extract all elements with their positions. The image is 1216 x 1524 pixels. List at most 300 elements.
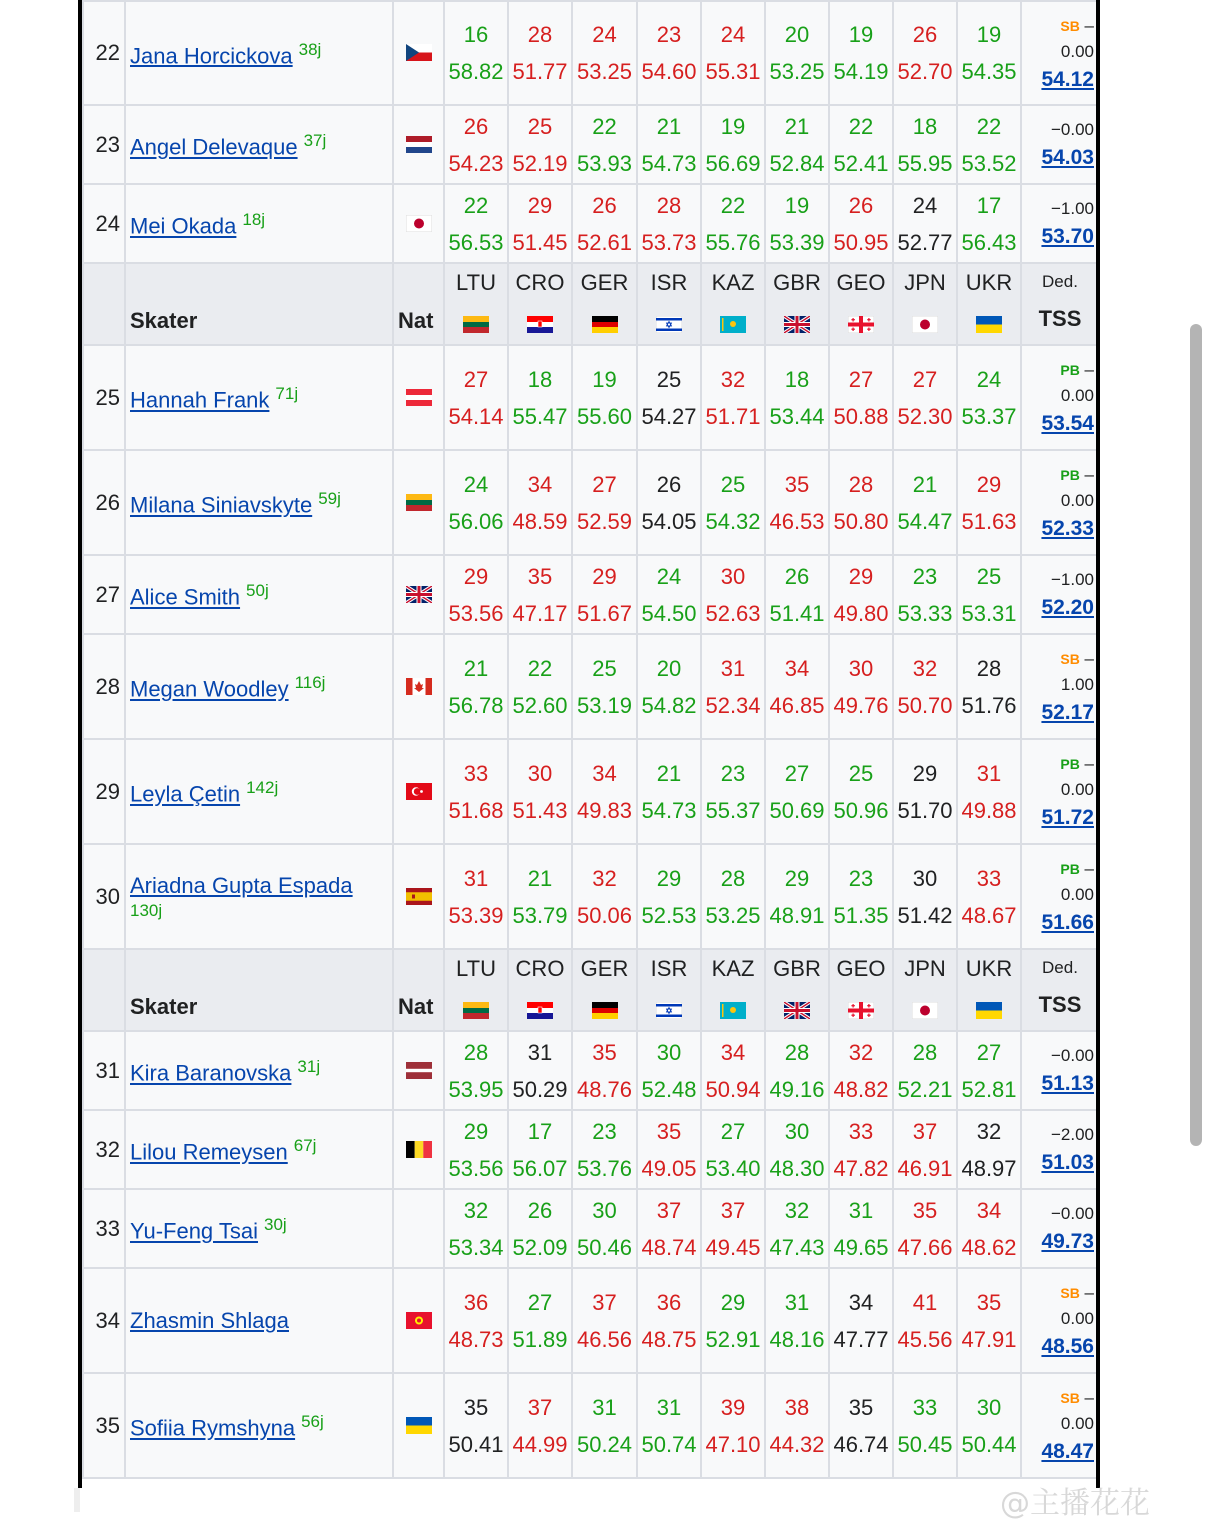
age-label: 59j [318, 489, 341, 509]
record-badge: SB [1060, 651, 1080, 667]
judge-rank: 30 [912, 865, 938, 891]
judge-score: 53.37 [961, 403, 1017, 429]
skater-link[interactable]: Zhasmin Shlaga [130, 1307, 289, 1333]
judge-score: 47.10 [705, 1431, 761, 1457]
judge-score-cell [957, 1268, 1021, 1373]
judge-score-cell [444, 1031, 508, 1110]
header-tss: TSS [1038, 306, 1082, 331]
judge-rank: 28 [720, 865, 746, 891]
flag-ger-icon [592, 996, 618, 1013]
judge-score: 53.40 [705, 1155, 761, 1181]
judge-rank: 19 [592, 366, 617, 392]
header-judge-kaz: KAZ [701, 949, 765, 1031]
nationality-cell [393, 105, 444, 184]
judge-score-cell [765, 1268, 829, 1373]
judge-score: 46.91 [897, 1155, 953, 1181]
table-row [83, 634, 1099, 739]
judge-rank: 19 [720, 113, 746, 139]
judge-score-cell [572, 184, 637, 263]
judge-rank: 34 [592, 760, 617, 786]
judge-score-cell [508, 634, 572, 739]
judge-rank: 37 [912, 1118, 938, 1144]
tss-link[interactable]: 52.17 [1041, 701, 1094, 724]
judge-rank: 26 [463, 113, 489, 139]
judge-score-cell [893, 450, 957, 555]
judge-score-cell [637, 1189, 701, 1268]
judge-score: 54.05 [641, 508, 697, 534]
judge-score-cell [957, 634, 1021, 739]
judge-score-cell [444, 739, 508, 844]
judge-rank: 17 [527, 1118, 553, 1144]
record-badge: SB [1060, 1285, 1080, 1301]
judge-score: 52.84 [769, 150, 825, 176]
judge-score: 48.76 [576, 1076, 633, 1102]
tss-link[interactable]: 49.73 [1041, 1230, 1094, 1253]
judge-score: 49.65 [833, 1234, 889, 1260]
rank-cell: 24 [83, 184, 125, 263]
rank-cell: 29 [83, 739, 125, 844]
header-judge-geo: GEO [829, 263, 893, 345]
judge-rank: 41 [912, 1289, 938, 1315]
judge-score: 52.34 [705, 692, 761, 718]
judge-rank: 31 [976, 760, 1002, 786]
judge-score-cell [444, 105, 508, 184]
judge-score: 51.43 [512, 797, 568, 823]
nationality-cell [393, 1110, 444, 1189]
judge-score: 53.76 [576, 1155, 633, 1181]
judge-score-cell [829, 1268, 893, 1373]
judge-rank: 25 [592, 655, 617, 681]
rank-cell: 26 [83, 450, 125, 555]
judge-score: 51.77 [512, 59, 568, 84]
judge-score-cell [637, 345, 701, 450]
deduction-tss-cell [1021, 105, 1099, 184]
record-badge: PB [1060, 861, 1080, 877]
judge-score-cell [957, 739, 1021, 844]
judge-score: 48.62 [961, 1234, 1017, 1260]
judge-score-cell [701, 345, 765, 450]
judge-score: 52.21 [897, 1076, 953, 1102]
judge-score-cell [572, 105, 637, 184]
judge-score: 56.69 [705, 150, 761, 176]
judge-score-cell [701, 1268, 765, 1373]
tss-link[interactable]: 54.03 [1041, 146, 1094, 169]
judge-score-cell [572, 450, 637, 555]
judge-score: 47.17 [512, 600, 568, 626]
judge-score: 47.82 [833, 1155, 889, 1181]
judge-score: 56.07 [512, 1155, 568, 1181]
judge-rank: 35 [463, 1394, 489, 1420]
results-table-frame [78, 0, 1100, 1488]
table-row [83, 1110, 1099, 1189]
judge-rank: 32 [592, 865, 617, 891]
judge-score-cell [572, 345, 637, 450]
deduction-tss-cell: PB – 0.00 52.33 [1021, 450, 1099, 555]
judge-rank: 27 [848, 366, 874, 392]
judge-rank: 28 [527, 22, 553, 47]
judge-rank: 17 [976, 192, 1002, 218]
header-judge-isr: ISR [637, 263, 701, 345]
judge-score-cell [957, 1110, 1021, 1189]
judge-score-cell [765, 1373, 829, 1478]
tss-link[interactable]: 52.33 [1041, 517, 1094, 540]
judge-score-cell [444, 1110, 508, 1189]
judge-score-cell [637, 1031, 701, 1110]
skater-cell [125, 1110, 393, 1189]
judge-score-cell [637, 1268, 701, 1373]
judge-score: 50.74 [641, 1431, 697, 1457]
judge-rank: 29 [527, 192, 553, 218]
table-row [83, 555, 1099, 634]
skater-link[interactable]: Kira Baranovska [130, 1060, 292, 1086]
judge-score-cell [893, 634, 957, 739]
judge-score-cell [829, 739, 893, 844]
judge-score-cell [701, 1110, 765, 1189]
judge-rank: 29 [463, 563, 489, 589]
judge-score-cell [508, 555, 572, 634]
skater-link[interactable]: Lilou Remeysen [130, 1139, 288, 1165]
skater-link[interactable]: Leyla Çetin [130, 781, 241, 807]
judge-score: 53.33 [897, 600, 953, 626]
judge-score-cell [572, 1189, 637, 1268]
judge-score: 53.25 [769, 59, 825, 84]
flag-ger-icon [592, 310, 618, 327]
skater-link[interactable]: Jana Horcickova [130, 43, 293, 69]
table-row [83, 345, 1099, 450]
judge-score-cell [957, 1, 1021, 105]
judge-score-cell [508, 844, 572, 949]
tss-link[interactable]: 51.13 [1041, 1072, 1094, 1095]
judge-score: 50.96 [833, 797, 889, 823]
judge-score-cell [508, 345, 572, 450]
judge-score: 50.29 [512, 1076, 568, 1102]
judge-rank: 22 [592, 113, 617, 139]
judge-rank: 22 [720, 192, 746, 218]
judge-score-cell [765, 345, 829, 450]
deduction-tss-cell: SB – 0.00 54.12 [1021, 1, 1099, 105]
flag-aut-icon [406, 389, 432, 406]
judge-score: 55.76 [705, 229, 761, 255]
judge-score: 52.77 [897, 229, 953, 255]
skater-cell [125, 844, 393, 949]
judge-score-cell [765, 844, 829, 949]
rank-cell: 27 [83, 555, 125, 634]
judge-rank: 35 [592, 1039, 617, 1065]
header-judge-ltu: LTU [444, 263, 508, 345]
nationality-cell [393, 1031, 444, 1110]
judge-rank: 24 [912, 192, 938, 218]
table-row [83, 450, 1099, 555]
judge-rank: 30 [592, 1197, 617, 1223]
judge-rank: 33 [976, 865, 1002, 891]
judge-score-cell [893, 1110, 957, 1189]
tss-link[interactable]: 48.56 [1041, 1335, 1094, 1358]
skater-link[interactable]: Megan Woodley [130, 676, 289, 702]
judge-score-cell [508, 184, 572, 263]
skater-cell [125, 1031, 393, 1110]
judge-rank: 22 [527, 655, 553, 681]
judge-score-cell [572, 739, 637, 844]
judge-score: 49.83 [576, 797, 633, 823]
flag-ltu-icon [406, 494, 432, 511]
judge-score: 53.19 [576, 692, 633, 718]
judge-score: 51.67 [576, 600, 633, 626]
judge-score-cell [701, 634, 765, 739]
deduction-value: 0.00 [1060, 491, 1094, 510]
judge-score-cell [957, 184, 1021, 263]
rank-cell: 35 [83, 1373, 125, 1478]
judge-score: 44.32 [769, 1431, 825, 1457]
skater-link[interactable]: Sofiia Rymshyna [130, 1415, 296, 1441]
tss-link[interactable]: 51.03 [1041, 1151, 1094, 1174]
rank-cell: 33 [83, 1189, 125, 1268]
rank-cell: 30 [83, 844, 125, 949]
header-skater: Skater [125, 949, 393, 1031]
table-header-row [83, 263, 1099, 345]
deduction-value: −2.00 [1050, 1125, 1094, 1144]
judge-rank: 27 [592, 471, 617, 497]
deduction-tss-cell: PB – 0.00 51.66 [1021, 844, 1099, 949]
judge-rank: 29 [784, 865, 810, 891]
age-label: 130j [130, 900, 163, 920]
judge-rank: 28 [463, 1039, 489, 1065]
deduction-value: −1.00 [1050, 570, 1094, 589]
deduction-tss-cell: SB – 1.00 52.17 [1021, 634, 1099, 739]
judge-score: 54.19 [833, 59, 889, 84]
judge-score: 51.68 [448, 797, 504, 823]
judge-rank: 29 [592, 563, 617, 589]
age-label: 30j [264, 1215, 287, 1235]
deduction-value: −1.00 [1050, 199, 1094, 218]
judge-score: 49.45 [705, 1234, 761, 1260]
judge-score: 50.69 [769, 797, 825, 823]
judge-score: 54.73 [641, 797, 697, 823]
judge-score: 53.39 [769, 229, 825, 255]
judge-score-cell [508, 1373, 572, 1478]
flag-kaz-icon [720, 996, 746, 1013]
flag-lat-icon [406, 1062, 432, 1079]
judge-rank: 29 [463, 1118, 489, 1144]
judge-score: 51.89 [512, 1326, 568, 1352]
judge-score: 53.93 [576, 150, 633, 176]
judge-rank: 31 [720, 655, 746, 681]
deduction-value: 1.00 [1060, 675, 1094, 694]
deduction-value: −0.00 [1050, 120, 1094, 139]
age-label: 56j [301, 1412, 324, 1432]
header-judge-jpn: JPN [893, 949, 957, 1031]
judge-rank: 20 [656, 655, 682, 681]
judge-score-cell [829, 1031, 893, 1110]
judge-score: 52.91 [705, 1326, 761, 1352]
header-judge-ukr: UKR [957, 949, 1021, 1031]
judge-score-cell [637, 634, 701, 739]
judge-score-cell [701, 450, 765, 555]
skater-link[interactable]: Milana Siniavskyte [130, 492, 313, 518]
tss-link[interactable]: 48.47 [1041, 1440, 1094, 1463]
judge-score: 53.25 [576, 59, 633, 84]
flag-gbr-icon [784, 996, 810, 1013]
judge-rank: 26 [656, 471, 682, 497]
judge-rank: 18 [784, 366, 810, 392]
header-judge-geo: GEO [829, 949, 893, 1031]
judge-rank: 25 [527, 113, 553, 139]
judge-rank: 31 [848, 1197, 874, 1223]
judge-score-cell [829, 1, 893, 105]
judge-score-cell [572, 844, 637, 949]
skater-link[interactable]: Ariadna Gupta Espada [130, 872, 353, 898]
header-ded: Ded. TSS [1021, 949, 1099, 1031]
judge-score: 55.47 [512, 403, 568, 429]
judge-score: 56.53 [448, 229, 504, 255]
judge-score: 56.43 [961, 229, 1017, 255]
judge-rank: 18 [527, 366, 553, 392]
judge-score: 50.80 [833, 508, 889, 534]
judge-score: 50.06 [576, 902, 633, 928]
tss-link[interactable]: 53.70 [1041, 225, 1094, 248]
judge-score: 48.97 [961, 1155, 1017, 1181]
judge-score: 56.78 [448, 692, 504, 718]
deduction-value: 0.00 [1060, 885, 1094, 904]
judge-rank: 37 [592, 1289, 617, 1315]
judge-score-cell [701, 184, 765, 263]
judge-rank: 19 [976, 22, 1002, 47]
deduction-tss-cell [1021, 1110, 1099, 1189]
deduction-value: 0.00 [1060, 386, 1094, 405]
judge-score: 51.41 [769, 600, 825, 626]
judge-rank: 32 [784, 1197, 810, 1223]
judge-rank: 28 [848, 471, 874, 497]
judge-score-cell [508, 1110, 572, 1189]
flag-gbr-icon [784, 310, 810, 327]
tss-link[interactable]: 52.20 [1041, 596, 1094, 619]
judge-score: 49.16 [769, 1076, 825, 1102]
judge-rank: 23 [720, 760, 746, 786]
judge-score-cell [957, 105, 1021, 184]
record-badge: PB [1060, 756, 1080, 772]
judge-score-cell [637, 555, 701, 634]
judge-rank: 30 [720, 563, 746, 589]
skater-cell [125, 105, 393, 184]
tss-link[interactable]: 51.72 [1041, 806, 1094, 829]
judge-rank: 26 [848, 192, 874, 218]
header-skater: Skater [125, 263, 393, 345]
skater-link[interactable]: Mei Okada [130, 213, 237, 239]
nationality-cell [393, 739, 444, 844]
judge-score-cell [893, 105, 957, 184]
tss-link[interactable]: 51.66 [1041, 911, 1094, 934]
judge-score: 56.06 [448, 508, 504, 534]
skater-link[interactable]: Hannah Frank [130, 387, 270, 413]
judge-score-cell [572, 1, 637, 105]
judge-score: 51.45 [512, 229, 568, 255]
flag-geo-icon [848, 310, 874, 327]
judge-rank: 30 [976, 1394, 1002, 1420]
flag-geo-icon [848, 996, 874, 1013]
table-row [83, 1373, 1099, 1478]
judge-rank: 29 [912, 760, 938, 786]
rank-cell: 32 [83, 1110, 125, 1189]
judge-score: 53.31 [961, 600, 1017, 626]
judge-rank: 32 [463, 1197, 489, 1223]
judge-score: 53.44 [769, 403, 825, 429]
judge-score: 48.91 [769, 902, 825, 928]
judge-score-cell [957, 450, 1021, 555]
flag-cro-icon [527, 310, 553, 327]
judge-score: 54.47 [897, 508, 953, 534]
header-judge-cro: CRO [508, 949, 572, 1031]
judge-rank: 25 [976, 563, 1002, 589]
scrollbar-thumb[interactable] [1190, 324, 1202, 1146]
judge-rank: 29 [976, 471, 1002, 497]
judge-score-cell [572, 1373, 637, 1478]
judge-score-cell [765, 450, 829, 555]
judge-score-cell [957, 555, 1021, 634]
judge-score-cell [957, 844, 1021, 949]
flag-kaz-icon [720, 310, 746, 327]
judge-rank: 26 [592, 192, 617, 218]
judge-score-cell [893, 844, 957, 949]
judge-rank: 27 [527, 1289, 553, 1315]
rank-cell: 31 [83, 1031, 125, 1110]
age-label: 50j [246, 581, 269, 601]
header-judge-ger: GER [572, 949, 637, 1031]
deduction-value: −0.00 [1050, 1204, 1094, 1223]
judge-score: 52.81 [961, 1076, 1017, 1102]
judge-score: 47.91 [961, 1326, 1017, 1352]
flag-ltu-icon [463, 310, 489, 327]
judge-rank: 22 [848, 113, 874, 139]
judge-score-cell [829, 1110, 893, 1189]
skater-link[interactable]: Yu-Feng Tsai [130, 1218, 259, 1244]
watermark: @主播花花 [1000, 1486, 1150, 1521]
judge-score: 51.63 [961, 508, 1017, 534]
judge-score: 49.88 [961, 797, 1017, 823]
skater-cell [125, 634, 393, 739]
judge-rank: 31 [592, 1394, 617, 1420]
judge-score-cell [572, 555, 637, 634]
header-rank [83, 263, 125, 345]
judge-score: 49.76 [833, 692, 889, 718]
age-label: 37j [303, 131, 327, 151]
skater-link[interactable]: Alice Smith [130, 584, 241, 610]
judge-score: 51.35 [833, 902, 889, 928]
age-label: 71j [275, 384, 299, 404]
tss-link[interactable]: 53.54 [1041, 412, 1094, 435]
judge-rank: 31 [463, 865, 489, 891]
judge-rank: 16 [463, 22, 489, 47]
judge-score: 53.56 [448, 600, 504, 626]
judge-score-cell [444, 1268, 508, 1373]
rank-cell: 23 [83, 105, 125, 184]
judge-score: 55.95 [897, 150, 953, 176]
judge-score-cell [444, 634, 508, 739]
table-row [83, 1031, 1099, 1110]
judge-score-cell [444, 450, 508, 555]
flag-ukr-icon [976, 996, 1002, 1013]
flag-jpn-icon [912, 310, 938, 327]
judge-score-cell [572, 1268, 637, 1373]
table-row [83, 105, 1099, 184]
judge-score: 54.73 [641, 150, 697, 176]
judge-rank: 30 [656, 1039, 682, 1065]
judge-score-cell [957, 1031, 1021, 1110]
table-header-row [83, 949, 1099, 1031]
skater-link[interactable]: Angel Delevaque [130, 134, 298, 160]
judge-score-cell [957, 1189, 1021, 1268]
tss-link[interactable]: 54.12 [1041, 67, 1094, 91]
header-ded: Ded. TSS [1021, 263, 1099, 345]
header-rank [83, 949, 125, 1031]
